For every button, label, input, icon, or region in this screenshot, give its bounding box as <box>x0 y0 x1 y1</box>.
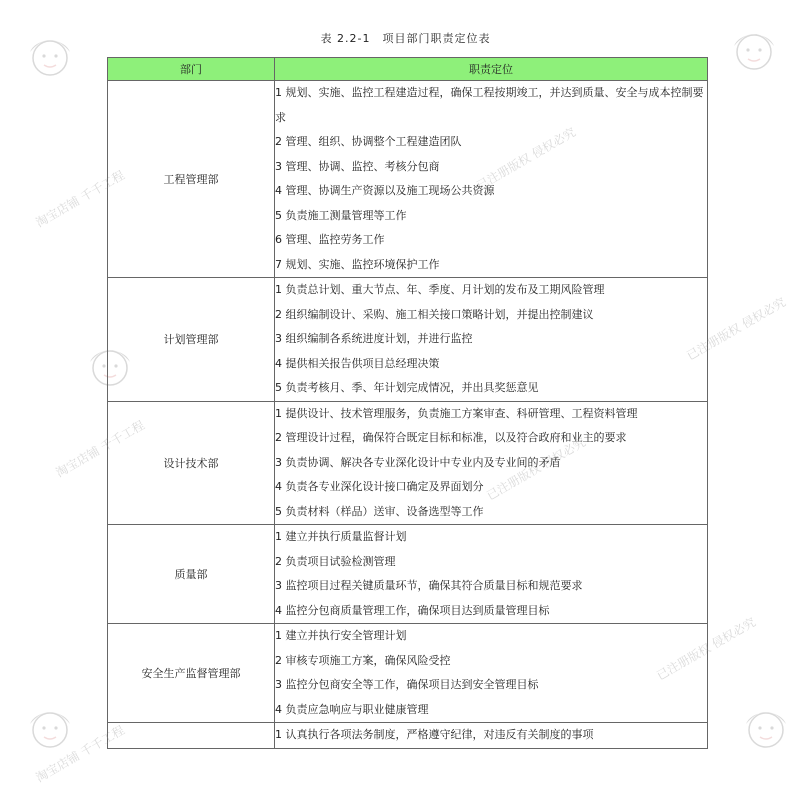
department-cell: 质量部 <box>108 525 275 624</box>
duty-item: 1 建立并执行质量监督计划 <box>275 530 407 543</box>
duty-item: 5 负责材料（样品）送审、设备选型等工作 <box>275 504 484 518</box>
duty-item: 5 负责考核月、季、年计划完成情况，并出具奖惩意见 <box>275 381 539 394</box>
duty-item: 3 监控分包商安全等工作，确保项目达到安全管理目标 <box>275 678 539 691</box>
duties-cell <box>275 723 708 749</box>
table-row <box>108 401 708 525</box>
duty-item: 4 负责各专业深化设计接口确定及界面划分 <box>275 480 484 493</box>
duties-cell <box>275 278 708 402</box>
duty-item: 6 管理、监控劳务工作 <box>275 233 385 246</box>
duty-item: 4 负责应急响应与职业健康管理 <box>275 702 429 716</box>
watermark-text: 淘宝店铺 千千工程 <box>33 722 127 785</box>
duties-cell <box>275 81 708 278</box>
duty-item: 3 负责协调、解决各专业深化设计中专业内及专业间的矛盾 <box>275 455 561 469</box>
department-cell: 设计技术部 <box>108 401 275 525</box>
watermark-text: 已注册版权 侵权必究 <box>684 294 789 363</box>
watermark-text: 淘宝店铺 千千工程 <box>33 167 127 230</box>
department-duty-table <box>107 57 708 749</box>
duty-item: 3 管理、协调、监控、考核分包商 <box>275 159 440 173</box>
duty-item: 2 审核专项施工方案，确保风险受控 <box>275 653 451 667</box>
table-row <box>108 278 708 402</box>
department-cell: 工程管理部 <box>108 81 275 278</box>
duty-item: 4 提供相关报告供项目总经理决策 <box>275 356 440 370</box>
table-row <box>108 525 708 624</box>
header-department: 部门 <box>108 58 275 81</box>
duty-item: 1 建立并执行安全管理计划 <box>275 629 407 642</box>
cartoon-face-icon <box>22 700 78 760</box>
watermark-text: 已注册版权 侵权必究 <box>474 124 579 193</box>
watermark-text: 已注册版权 侵权必究 <box>654 614 759 683</box>
duty-item: 1 提供设计、技术管理服务，负责施工方案审查、科研管理、工程资料管理 <box>275 406 638 420</box>
duty-item: 2 管理设计过程，确保符合既定目标和标准，以及符合政府和业主的要求 <box>275 431 627 444</box>
department-cell <box>108 723 275 749</box>
duty-item: 7 规划、实施、监控环境保护工作 <box>275 257 440 271</box>
duty-item: 1 规划、实施、监控工程建造过程，确保工程按期竣工，并达到质量、安全与成本控制要求 <box>275 86 704 124</box>
department-cell: 安全生产监督管理部 <box>108 624 275 723</box>
duty-item: 4 管理、协调生产资源以及施工现场公共资源 <box>275 184 495 197</box>
cartoon-face-icon <box>738 700 794 760</box>
table-header-row <box>108 58 708 81</box>
duty-item: 1 认真执行各项法务制度，严格遵守纪律，对违反有关制度的事项 <box>275 728 594 741</box>
duty-item: 2 组织编制设计、采购、施工相关接口策略计划，并提出控制建议 <box>275 307 594 321</box>
table-caption: 表 2.2-1 项目部门职责定位表 <box>320 32 491 45</box>
table-row <box>108 723 708 749</box>
duty-item: 3 组织编制各系统进度计划，并进行监控 <box>275 332 473 345</box>
duty-item: 2 管理、组织、协调整个工程建造团队 <box>275 135 462 148</box>
department-cell: 计划管理部 <box>108 278 275 402</box>
duty-item: 4 监控分包商质量管理工作，确保项目达到质量管理目标 <box>275 603 550 617</box>
watermark-text: 淘宝店铺 千千工程 <box>53 417 147 480</box>
header-duties: 职责定位 <box>275 58 708 81</box>
duty-item: 3 监控项目过程关键质量环节，确保其符合质量目标和规范要求 <box>275 579 583 592</box>
table-row <box>108 81 708 278</box>
duties-cell <box>275 525 708 624</box>
watermark-text: 已注册版权 侵权必究 <box>484 434 589 503</box>
duty-item: 1 负责总计划、重大节点、年、季度、月计划的发布及工期风险管理 <box>275 283 605 296</box>
duty-item: 5 负责施工测量管理等工作 <box>275 208 407 222</box>
duties-cell <box>275 401 708 525</box>
duties-cell <box>275 624 708 723</box>
table-row <box>108 624 708 723</box>
duty-item: 2 负责项目试验检测管理 <box>275 554 396 568</box>
